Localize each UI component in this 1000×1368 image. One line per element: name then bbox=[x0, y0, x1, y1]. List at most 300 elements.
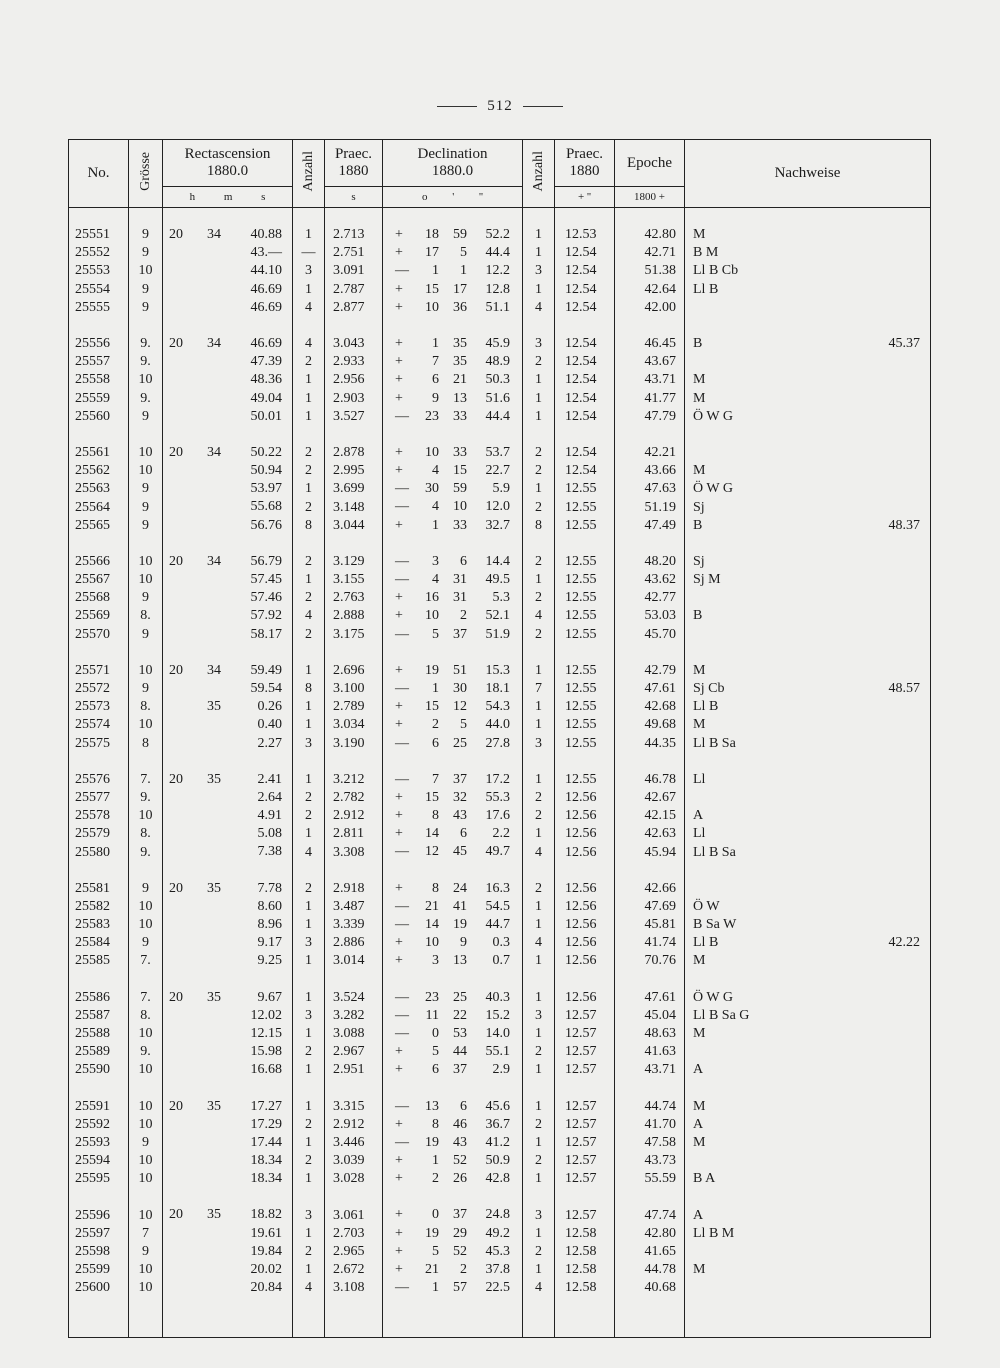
header-praec-2-unit: + '' bbox=[555, 187, 615, 208]
ep-cell: 55.59 bbox=[615, 1170, 685, 1188]
ep-cell: 43.73 bbox=[615, 1152, 685, 1170]
nachweise-text: Ö W bbox=[693, 898, 720, 914]
nachweise-cell bbox=[685, 517, 931, 535]
nachweise-cell bbox=[685, 299, 931, 317]
page-number-text: 512 bbox=[487, 98, 513, 114]
prae-cell: 2.951 bbox=[325, 1061, 383, 1079]
gr-cell: 7. bbox=[129, 952, 163, 970]
anz2-cell: 1 bbox=[523, 698, 555, 716]
dec-minutes: 31 bbox=[453, 590, 467, 606]
dec-degrees: 19 bbox=[425, 1225, 439, 1241]
dec-minutes: 33 bbox=[453, 408, 467, 424]
table-row bbox=[69, 880, 931, 898]
prae2-cell: 12.58 bbox=[555, 1279, 615, 1297]
anz2-cell: 8 bbox=[523, 517, 555, 535]
nachweise-text: B Sa W bbox=[693, 917, 737, 933]
dec-minutes: 33 bbox=[453, 444, 467, 460]
ra-seconds: 9.67 bbox=[257, 989, 282, 1005]
group-spacer bbox=[69, 1188, 931, 1206]
anz-cell: 1 bbox=[293, 662, 325, 680]
no-cell: 25594 bbox=[69, 1152, 129, 1170]
dec-degrees: 8 bbox=[432, 880, 439, 896]
prae2-cell: 12.55 bbox=[555, 716, 615, 734]
prae-cell: 3.190 bbox=[325, 735, 383, 753]
anz2-cell: 1 bbox=[523, 952, 555, 970]
dec-seconds: 50.9 bbox=[485, 1153, 510, 1169]
ra-minutes: 35 bbox=[207, 880, 221, 896]
dec-degrees: 12 bbox=[425, 844, 439, 860]
table-row bbox=[69, 1043, 931, 1061]
ra-seconds: 0.26 bbox=[257, 699, 282, 715]
prae-cell: 2.811 bbox=[325, 825, 383, 843]
dec-minutes: 12 bbox=[453, 699, 467, 715]
anz-cell: 1 bbox=[293, 571, 325, 589]
prae-cell: 2.713 bbox=[325, 226, 383, 244]
dec-degrees: 2 bbox=[432, 717, 439, 733]
prae-cell: 2.877 bbox=[325, 299, 383, 317]
anz2-cell: 2 bbox=[523, 1116, 555, 1134]
dec-degrees: 7 bbox=[432, 771, 439, 787]
prae-cell: 2.751 bbox=[325, 244, 383, 262]
ra-hours: 20 bbox=[169, 444, 183, 460]
prae-cell: 3.088 bbox=[325, 1025, 383, 1043]
nachweise-cell bbox=[685, 1243, 931, 1261]
table-row bbox=[69, 281, 931, 299]
nachweise-cell bbox=[685, 825, 931, 843]
prae-cell: 3.308 bbox=[325, 843, 383, 861]
anz-cell: 1 bbox=[293, 825, 325, 843]
dec-minutes: 51 bbox=[453, 662, 467, 678]
nachweise-cell bbox=[685, 771, 931, 789]
dec-minutes: 6 bbox=[460, 826, 467, 842]
prae-cell: 2.918 bbox=[325, 880, 383, 898]
nachweise-text: M bbox=[693, 390, 706, 406]
no-cell: 25590 bbox=[69, 1061, 129, 1079]
ep-cell: 48.20 bbox=[615, 553, 685, 571]
declination-cell bbox=[383, 244, 523, 262]
dec-minutes: 29 bbox=[453, 1225, 467, 1241]
dec-degrees: 15 bbox=[425, 789, 439, 805]
declination-cell bbox=[383, 825, 523, 843]
declination-cell bbox=[383, 1261, 523, 1279]
prae2-cell: 12.54 bbox=[555, 299, 615, 317]
anz-cell: 1 bbox=[293, 480, 325, 498]
dec-degrees: 15 bbox=[425, 699, 439, 715]
prae2-cell: 12.55 bbox=[555, 607, 615, 625]
dec-degrees: 21 bbox=[425, 1262, 439, 1277]
gr-cell: 10 bbox=[129, 1206, 163, 1224]
dec-minutes: 35 bbox=[453, 354, 467, 370]
dec-seconds: 51.6 bbox=[485, 390, 510, 406]
table-row bbox=[69, 1225, 931, 1243]
dec-seconds: 22.5 bbox=[485, 1280, 510, 1296]
table-row bbox=[69, 952, 931, 970]
dec-seconds: 2.9 bbox=[492, 1062, 510, 1078]
declination-cell bbox=[383, 408, 523, 426]
gr-cell: 10 bbox=[129, 371, 163, 389]
ep-cell: 45.94 bbox=[615, 843, 685, 861]
rectascension-cell bbox=[163, 1261, 293, 1279]
table-row bbox=[69, 1206, 931, 1224]
gr-cell: 9 bbox=[129, 626, 163, 644]
nachweise-cell bbox=[685, 1007, 931, 1025]
ra-seconds: 9.25 bbox=[257, 953, 282, 969]
dec-sign: — bbox=[395, 499, 409, 515]
gr-cell: 10 bbox=[129, 1170, 163, 1188]
no-cell: 25560 bbox=[69, 408, 129, 426]
dec-sign: + bbox=[395, 463, 403, 479]
nachweise-cell bbox=[685, 843, 931, 861]
prae2-cell: 12.55 bbox=[555, 680, 615, 698]
declination-cell bbox=[383, 771, 523, 789]
dec-minutes: 13 bbox=[453, 390, 467, 406]
ra-seconds: 50.01 bbox=[250, 408, 282, 424]
ra-seconds: 56.76 bbox=[250, 517, 282, 533]
table-row bbox=[69, 680, 931, 698]
gr-cell: 8 bbox=[129, 735, 163, 753]
prae-cell: 3.155 bbox=[325, 571, 383, 589]
declination-cell bbox=[383, 226, 523, 244]
dec-seconds: 44.4 bbox=[485, 408, 510, 424]
anz2-cell: 2 bbox=[523, 444, 555, 462]
group-spacer bbox=[69, 1297, 931, 1338]
anz2-cell: 2 bbox=[523, 880, 555, 898]
rectascension-cell bbox=[163, 1225, 293, 1243]
nachweise-cell bbox=[685, 335, 931, 353]
dec-sign: — bbox=[395, 735, 409, 751]
ra-seconds: 18.34 bbox=[250, 1171, 282, 1187]
rectascension-cell bbox=[163, 771, 293, 789]
dec-degrees: 14 bbox=[425, 917, 439, 932]
ep-cell: 42.77 bbox=[615, 589, 685, 607]
gr-cell: 10 bbox=[129, 916, 163, 934]
dec-minutes: 33 bbox=[453, 517, 467, 533]
nachweise-cell bbox=[685, 444, 931, 462]
no-cell: 25565 bbox=[69, 517, 129, 535]
no-cell: 25555 bbox=[69, 299, 129, 317]
dec-sign: + bbox=[395, 1044, 403, 1060]
rectascension-cell bbox=[163, 735, 293, 753]
no-cell: 25573 bbox=[69, 698, 129, 716]
prae2-cell: 12.56 bbox=[555, 880, 615, 898]
table-row bbox=[69, 843, 931, 861]
dec-sign: + bbox=[395, 354, 403, 370]
prae2-cell: 12.56 bbox=[555, 898, 615, 916]
anz2-cell: 1 bbox=[523, 716, 555, 734]
dec-sign: + bbox=[395, 717, 403, 733]
nachweise-text: B A bbox=[693, 1171, 716, 1187]
nachweise-cell bbox=[685, 1225, 931, 1243]
dec-degrees: 13 bbox=[425, 1098, 439, 1114]
dec-degrees: 4 bbox=[432, 463, 439, 479]
prae2-cell: 12.57 bbox=[555, 1134, 615, 1152]
anz2-cell: 4 bbox=[523, 843, 555, 861]
rectascension-cell bbox=[163, 262, 293, 280]
dec-seconds: 55.3 bbox=[485, 789, 510, 805]
ep-cell: 42.64 bbox=[615, 281, 685, 299]
dec-seconds: 18.1 bbox=[485, 680, 510, 696]
table-row bbox=[69, 1279, 931, 1297]
ep-cell: 42.67 bbox=[615, 789, 685, 807]
prae2-cell: 12.56 bbox=[555, 843, 615, 861]
ra-hours: 20 bbox=[169, 989, 183, 1005]
no-cell: 25593 bbox=[69, 1134, 129, 1152]
ra-seconds: 20.84 bbox=[250, 1280, 282, 1296]
dec-seconds: 44.0 bbox=[485, 717, 510, 733]
dec-degrees: 23 bbox=[425, 408, 439, 424]
nachweise-cell bbox=[685, 789, 931, 807]
dec-seconds: 49.5 bbox=[485, 572, 510, 587]
anz2-cell: 1 bbox=[523, 1025, 555, 1043]
gr-cell: 9 bbox=[129, 1243, 163, 1261]
nachweise-text: Ö W G bbox=[693, 989, 733, 1005]
ra-minutes: 34 bbox=[207, 227, 221, 242]
dec-sign: — bbox=[395, 989, 409, 1005]
dec-minutes: 46 bbox=[453, 1116, 467, 1132]
anz2-cell: 1 bbox=[523, 371, 555, 389]
prae-cell: 2.886 bbox=[325, 934, 383, 952]
header-decl-units: o ' '' bbox=[383, 187, 523, 208]
prae-cell: 3.524 bbox=[325, 989, 383, 1007]
ra-hours: 20 bbox=[169, 880, 183, 896]
group-spacer bbox=[69, 753, 931, 771]
gr-cell: 7 bbox=[129, 1225, 163, 1243]
ra-hours: 20 bbox=[169, 227, 183, 242]
ra-seconds: 40.88 bbox=[250, 227, 282, 242]
rectascension-cell bbox=[163, 244, 293, 262]
ep-cell: 43.71 bbox=[615, 371, 685, 389]
anz2-cell: 1 bbox=[523, 1134, 555, 1152]
dec-degrees: 5 bbox=[432, 1243, 439, 1259]
gr-cell: 10 bbox=[129, 1098, 163, 1116]
rectascension-cell bbox=[163, 607, 293, 625]
gr-cell: 10 bbox=[129, 1061, 163, 1079]
prae-cell: 3.061 bbox=[325, 1206, 383, 1224]
prae-cell: 3.034 bbox=[325, 716, 383, 734]
anz2-cell: 2 bbox=[523, 589, 555, 607]
prae-cell: 3.148 bbox=[325, 498, 383, 516]
prae-cell: 3.212 bbox=[325, 771, 383, 789]
prae2-cell: 12.58 bbox=[555, 1243, 615, 1261]
header-anzahl-2: Anzahl bbox=[523, 140, 555, 208]
ep-cell: 46.78 bbox=[615, 771, 685, 789]
ep-cell: 42.00 bbox=[615, 299, 685, 317]
prae2-cell: 12.54 bbox=[555, 444, 615, 462]
anz2-cell: 1 bbox=[523, 916, 555, 934]
table-row bbox=[69, 1025, 931, 1043]
prae2-cell: 12.56 bbox=[555, 789, 615, 807]
gr-cell: 9. bbox=[129, 1043, 163, 1061]
dec-minutes: 52 bbox=[453, 1153, 467, 1169]
ra-seconds: 18.82 bbox=[250, 1207, 282, 1223]
dec-sign: + bbox=[395, 608, 403, 624]
dec-degrees: 1 bbox=[432, 263, 439, 279]
prae2-cell: 12.58 bbox=[555, 1261, 615, 1279]
rectascension-cell bbox=[163, 1243, 293, 1261]
dec-minutes: 6 bbox=[460, 1098, 467, 1114]
dec-degrees: 14 bbox=[425, 826, 439, 842]
dec-minutes: 37 bbox=[453, 1207, 467, 1223]
ra-minutes: 35 bbox=[207, 771, 221, 787]
ra-seconds: 48.36 bbox=[250, 372, 282, 388]
nachweise-cell bbox=[685, 390, 931, 408]
rectascension-cell bbox=[163, 952, 293, 970]
nachweise-text: Ll B Sa bbox=[693, 844, 736, 860]
header-rectascension: Rectascension 1880.0 bbox=[163, 140, 293, 187]
no-cell: 25566 bbox=[69, 553, 129, 571]
declination-cell bbox=[383, 1043, 523, 1061]
dec-seconds: 14.4 bbox=[485, 553, 510, 569]
nachweise-cell bbox=[685, 1152, 931, 1170]
nachweise-cell bbox=[685, 1279, 931, 1297]
anz2-cell: 4 bbox=[523, 607, 555, 625]
prae-cell: 2.787 bbox=[325, 281, 383, 299]
table-row bbox=[69, 789, 931, 807]
dec-seconds: 0.3 bbox=[492, 935, 510, 951]
gr-cell: 10 bbox=[129, 1116, 163, 1134]
nachweise-text: Sj M bbox=[693, 572, 721, 588]
anz-cell: 4 bbox=[293, 607, 325, 625]
anz2-cell: 3 bbox=[523, 335, 555, 353]
declination-cell bbox=[383, 444, 523, 462]
nachweise-text: M bbox=[693, 227, 706, 243]
anz-cell: 2 bbox=[293, 1243, 325, 1261]
nachweise-text: Ll B bbox=[693, 281, 719, 297]
ra-seconds: 43.— bbox=[250, 245, 282, 261]
header-praec-unit: s bbox=[325, 187, 383, 208]
table-row bbox=[69, 626, 931, 644]
no-cell: 25598 bbox=[69, 1243, 129, 1261]
anz-cell: 1 bbox=[293, 898, 325, 916]
ra-seconds: 59.54 bbox=[250, 680, 282, 696]
prae2-cell: 12.54 bbox=[555, 281, 615, 299]
ra-seconds: 8.60 bbox=[257, 898, 282, 914]
nachweise-cell bbox=[685, 553, 931, 571]
ra-seconds: 2.27 bbox=[257, 735, 282, 751]
nachweise-text: A bbox=[693, 1116, 704, 1132]
declination-cell bbox=[383, 299, 523, 317]
no-cell: 25554 bbox=[69, 281, 129, 299]
anz2-cell: 2 bbox=[523, 626, 555, 644]
ra-hours: 20 bbox=[169, 1207, 183, 1223]
dec-minutes: 10 bbox=[453, 499, 467, 515]
anz-cell: 2 bbox=[293, 353, 325, 371]
dec-sign: + bbox=[395, 299, 403, 315]
nachweise-cell bbox=[685, 989, 931, 1007]
ep-cell: 47.61 bbox=[615, 989, 685, 1007]
anz2-cell: 4 bbox=[523, 1279, 555, 1297]
dec-degrees: 8 bbox=[432, 1116, 439, 1132]
gr-cell: 9. bbox=[129, 353, 163, 371]
dec-seconds: 14.0 bbox=[485, 1025, 510, 1041]
ra-seconds: 5.08 bbox=[257, 826, 282, 842]
declination-cell bbox=[383, 989, 523, 1007]
dec-seconds: 37.8 bbox=[485, 1262, 510, 1277]
anz2-cell: 1 bbox=[523, 1061, 555, 1079]
dec-sign: + bbox=[395, 372, 403, 388]
dec-sign: — bbox=[395, 898, 409, 914]
prae-cell: 2.912 bbox=[325, 1116, 383, 1134]
dec-sign: + bbox=[395, 1062, 403, 1078]
ra-seconds: 12.02 bbox=[250, 1007, 282, 1023]
rectascension-cell bbox=[163, 880, 293, 898]
anz-cell: 1 bbox=[293, 1225, 325, 1243]
table-row bbox=[69, 444, 931, 462]
ep-cell: 43.71 bbox=[615, 1061, 685, 1079]
dec-seconds: 44.4 bbox=[485, 245, 510, 261]
prae2-cell: 12.55 bbox=[555, 662, 615, 680]
table-row bbox=[69, 1007, 931, 1025]
declination-cell bbox=[383, 1243, 523, 1261]
anz-cell: 1 bbox=[293, 1134, 325, 1152]
ep-cell: 41.63 bbox=[615, 1043, 685, 1061]
anz-cell: 3 bbox=[293, 1206, 325, 1224]
dec-degrees: 0 bbox=[432, 1025, 439, 1041]
dec-sign: + bbox=[395, 662, 403, 678]
table-row bbox=[69, 226, 931, 244]
anz2-cell: 1 bbox=[523, 898, 555, 916]
table-row bbox=[69, 1243, 931, 1261]
gr-cell: 10 bbox=[129, 262, 163, 280]
ep-cell: 47.79 bbox=[615, 408, 685, 426]
dec-degrees: 19 bbox=[425, 1134, 439, 1150]
nachweise-text: M bbox=[693, 1134, 706, 1150]
nachweise-text: Ö W G bbox=[693, 481, 733, 497]
table-row bbox=[69, 244, 931, 262]
ep-cell: 42.21 bbox=[615, 444, 685, 462]
prae-cell: 3.446 bbox=[325, 1134, 383, 1152]
declination-cell bbox=[383, 517, 523, 535]
dec-sign: + bbox=[395, 699, 403, 715]
rectascension-cell bbox=[163, 662, 293, 680]
dec-sign: — bbox=[395, 553, 409, 569]
prae-cell: 2.763 bbox=[325, 589, 383, 607]
anz-cell: 2 bbox=[293, 553, 325, 571]
anz-cell: 3 bbox=[293, 262, 325, 280]
gr-cell: 10 bbox=[129, 1279, 163, 1297]
nachweise-text: M bbox=[693, 953, 706, 969]
dec-minutes: 59 bbox=[453, 227, 467, 242]
ep-cell: 42.79 bbox=[615, 662, 685, 680]
declination-cell bbox=[383, 698, 523, 716]
no-cell: 25558 bbox=[69, 371, 129, 389]
anz-cell: 3 bbox=[293, 1007, 325, 1025]
prae-cell: 3.044 bbox=[325, 517, 383, 535]
dec-sign: + bbox=[395, 953, 403, 969]
page-number-dash-left bbox=[437, 106, 477, 107]
rectascension-cell bbox=[163, 444, 293, 462]
gr-cell: 10 bbox=[129, 553, 163, 571]
gr-cell: 10 bbox=[129, 662, 163, 680]
no-cell: 25599 bbox=[69, 1261, 129, 1279]
no-cell: 25586 bbox=[69, 989, 129, 1007]
dec-seconds: 54.5 bbox=[485, 898, 510, 914]
nachweise-cell bbox=[685, 498, 931, 516]
dec-seconds: 50.3 bbox=[485, 372, 510, 388]
prae-cell: 2.696 bbox=[325, 662, 383, 680]
rectascension-cell bbox=[163, 1007, 293, 1025]
ep-cell: 40.68 bbox=[615, 1279, 685, 1297]
ra-seconds: 16.68 bbox=[250, 1062, 282, 1078]
dec-minutes: 17 bbox=[453, 281, 467, 297]
nachweise-text: M bbox=[693, 463, 706, 479]
anz-cell: 1 bbox=[293, 916, 325, 934]
dec-seconds: 32.7 bbox=[485, 517, 510, 533]
gr-cell: 9 bbox=[129, 408, 163, 426]
no-cell: 25568 bbox=[69, 589, 129, 607]
declination-cell bbox=[383, 1225, 523, 1243]
dec-minutes: 30 bbox=[453, 680, 467, 696]
